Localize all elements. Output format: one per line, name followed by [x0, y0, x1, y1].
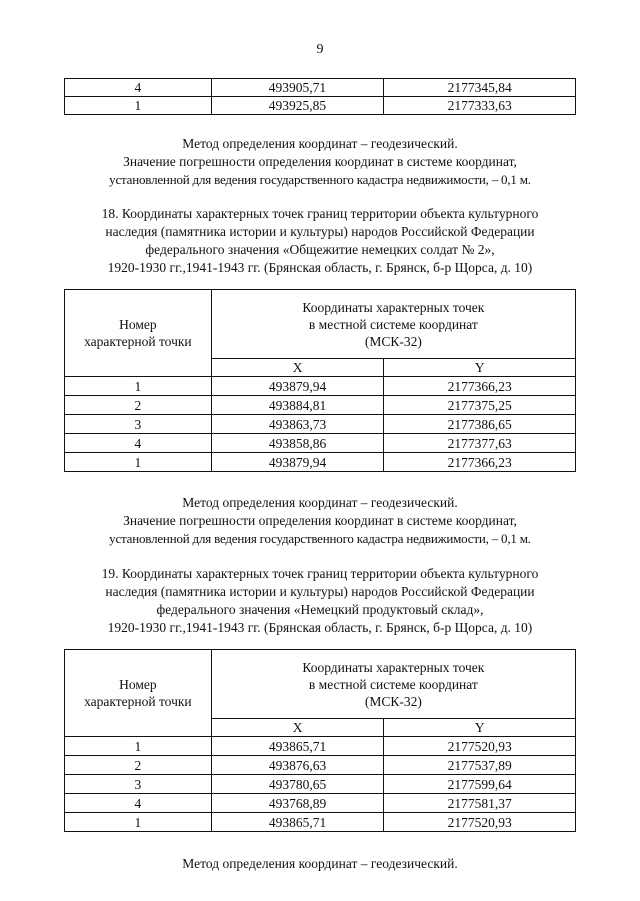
- table-header-row: [65, 290, 576, 359]
- x-coordinate-cell: 493858,86: [211, 434, 384, 453]
- x-coordinate-cell: 493884,81: [211, 396, 384, 415]
- table-row: [65, 775, 576, 794]
- y-coordinate-cell: 2177345,84: [384, 79, 576, 97]
- table-row: [65, 434, 576, 453]
- y-column-header: Y: [384, 719, 576, 737]
- section-19-title-line4: 1920-1930 гг.,1941-1943 гг. (Брянская область, г. Брянск, б-р Щорса, д. 10): [107, 620, 533, 635]
- coordinates-header-line1: Координаты характерных точек: [302, 659, 485, 675]
- point-number-cell: 1: [65, 97, 212, 115]
- y-coordinate-cell: 2177366,23: [384, 377, 576, 396]
- x-coordinate-cell: 493865,71: [211, 813, 384, 832]
- point-number-header: [65, 290, 212, 377]
- y-coordinate-cell: 2177377,63: [384, 434, 576, 453]
- table-row: [65, 813, 576, 832]
- coordinates-header-line1: Координаты характерных точек: [302, 299, 485, 315]
- point-number-header-line1: Номер: [119, 677, 157, 692]
- x-coordinate-cell: 493925,85: [211, 97, 384, 115]
- table-row: [65, 756, 576, 775]
- y-coordinate-cell: 2177599,64: [384, 775, 576, 794]
- method-text: Метод определения координат – геодезический.: [182, 856, 458, 871]
- y-coordinate-cell: 2177537,89: [384, 756, 576, 775]
- x-coordinate-cell: 493879,94: [211, 377, 384, 396]
- coordinates-header: [211, 290, 575, 359]
- point-number-cell: 1: [65, 737, 212, 756]
- y-coordinate-cell: 2177520,93: [384, 737, 576, 756]
- x-coordinate-cell: 493865,71: [211, 737, 384, 756]
- coordinates-header-line3: (МСК-32): [364, 333, 422, 349]
- coordinates-header: [211, 650, 575, 719]
- accuracy-text: Значение погрешности определения координат в системе координат,: [123, 154, 517, 169]
- section-18-title: 18. Координаты характерных точек границ территории объекта культурного: [101, 206, 539, 221]
- table-row: [65, 377, 576, 396]
- point-number-header: [65, 650, 212, 737]
- y-coordinate-cell: 2177520,93: [384, 813, 576, 832]
- table-row: [65, 97, 576, 115]
- accuracy-text-cont: установленной для ведения государственного кадастра недвижимости, – 0,1 м.: [109, 531, 531, 546]
- point-number-header-line2: характерной точки: [84, 694, 192, 709]
- point-number-cell: 4: [65, 79, 212, 97]
- coordinates-header-line2: в местной системе координат: [308, 676, 478, 692]
- coordinates-table-continued: [64, 78, 576, 115]
- y-coordinate-cell: 2177333,63: [384, 97, 576, 115]
- x-column-header: X: [211, 719, 384, 737]
- point-number-cell: 4: [65, 794, 212, 813]
- y-column-header: Y: [384, 359, 576, 377]
- section-18-title-line2: наследия (памятника истории и культуры) народов Российской Федерации: [105, 224, 535, 239]
- table-row: [65, 737, 576, 756]
- section-19-title-line2: наследия (памятника истории и культуры) народов Российской Федерации: [105, 584, 535, 599]
- x-coordinate-cell: 493879,94: [211, 453, 384, 472]
- table-row: [65, 79, 576, 97]
- method-text: Метод определения координат – геодезический.: [182, 136, 458, 151]
- y-coordinate-cell: 2177386,65: [384, 415, 576, 434]
- table-row: [65, 415, 576, 434]
- page-number: 9: [316, 42, 324, 57]
- point-number-cell: 1: [65, 377, 212, 396]
- y-coordinate-cell: 2177581,37: [384, 794, 576, 813]
- y-coordinate-cell: 2177375,25: [384, 396, 576, 415]
- table-row: [65, 453, 576, 472]
- point-number-cell: 3: [65, 415, 212, 434]
- accuracy-text-cont: установленной для ведения государственного кадастра недвижимости, – 0,1 м.: [109, 172, 531, 187]
- table-row: [65, 794, 576, 813]
- point-number-cell: 2: [65, 756, 212, 775]
- point-number-header-line1: Номер: [119, 317, 157, 332]
- table-header-row: [65, 650, 576, 719]
- x-coordinate-cell: 493876,63: [211, 756, 384, 775]
- coordinates-table-19: [64, 649, 576, 832]
- x-coordinate-cell: 493905,71: [211, 79, 384, 97]
- section-19-title: 19. Координаты характерных точек границ территории объекта культурного: [101, 566, 539, 581]
- point-number-cell: 2: [65, 396, 212, 415]
- x-column-header: X: [211, 359, 384, 377]
- accuracy-text: Значение погрешности определения координат в системе координат,: [123, 513, 517, 528]
- y-coordinate-cell: 2177366,23: [384, 453, 576, 472]
- x-coordinate-cell: 493780,65: [211, 775, 384, 794]
- x-coordinate-cell: 493863,73: [211, 415, 384, 434]
- point-number-cell: 1: [65, 813, 212, 832]
- point-number-cell: 4: [65, 434, 212, 453]
- point-number-header-line2: характерной точки: [84, 334, 192, 349]
- coordinates-table-18: [64, 289, 576, 472]
- point-number-cell: 1: [65, 453, 212, 472]
- point-number-cell: 3: [65, 775, 212, 794]
- method-text: Метод определения координат – геодезический.: [182, 495, 458, 510]
- table-row: [65, 396, 576, 415]
- coordinates-header-line3: (МСК-32): [364, 693, 422, 709]
- section-18-title-line4: 1920-1930 гг.,1941-1943 гг. (Брянская область, г. Брянск, б-р Щорса, д. 10): [107, 260, 533, 275]
- section-18-title-line3: федерального значения «Общежитие немецких солдат № 2»,: [145, 242, 495, 257]
- section-19-title-line3: федерального значения «Немецкий продуктовый склад»,: [156, 602, 484, 617]
- coordinates-header-line2: в местной системе координат: [308, 316, 478, 332]
- x-coordinate-cell: 493768,89: [211, 794, 384, 813]
